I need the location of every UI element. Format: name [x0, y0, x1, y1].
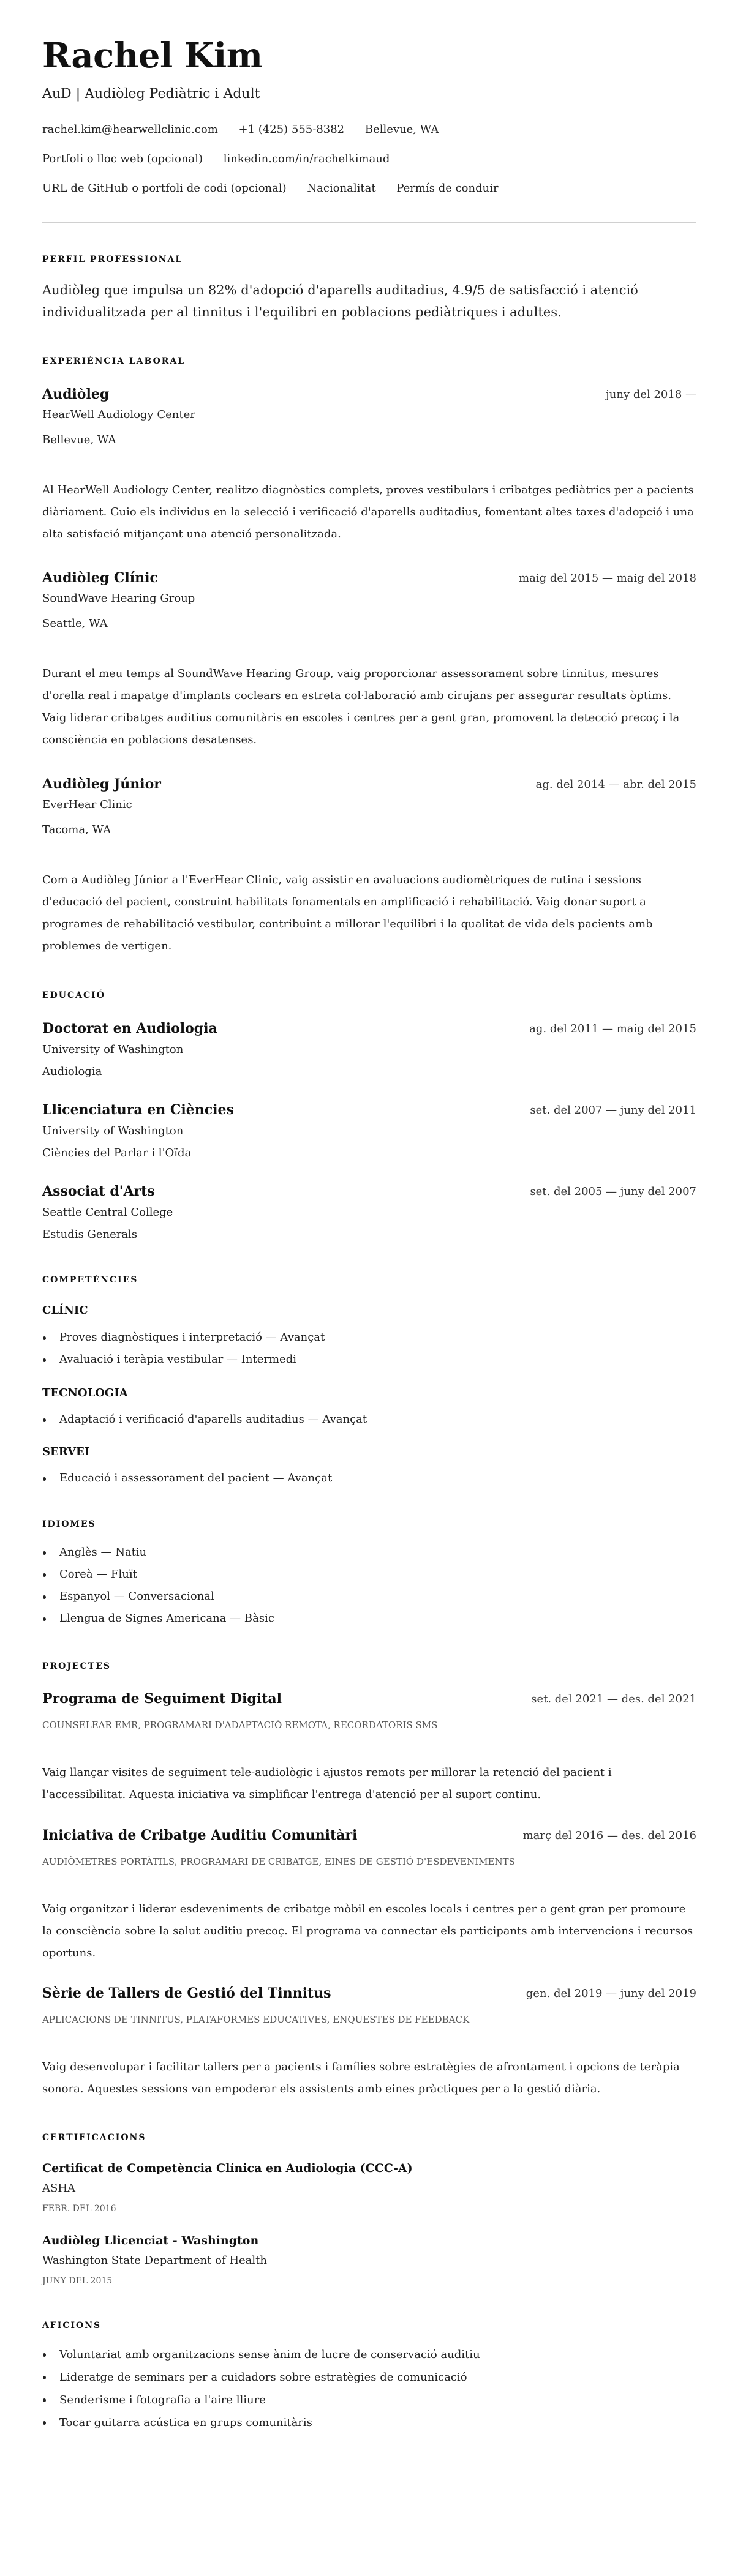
driving-license-text: Permís de conduir [396, 182, 499, 195]
project-description: Vaig organitzar i liderar esdeveniments de cribatge mòbil en escoles locals i centres per a gent gran per promoure la consciència sobre la salut auditiu precoç. El programa va connectar els participants amb intervencions i recursos oportuns. [42, 1903, 693, 1960]
certification-date: JUNY DEL 2015 [42, 2276, 113, 2286]
contact-row [42, 115, 696, 144]
company-name: EverHear Clinic [42, 798, 132, 811]
project-tech: APLICACIONS DE TINNITUS, PLATAFORMES EDUCATIVES, ENQUESTES DE FEEDBACK [42, 2014, 470, 2025]
project-description: Vaig llançar visites de seguiment tele-audiològic i ajustos remots per millorar la retenció del pacient i l'accessibilitat. Aquesta iniciativa va simplificar l'entrega d'atenció per al suport continu. [42, 1766, 612, 1801]
github-link[interactable]: URL de GitHub o portfoli de codi (opcional) [42, 182, 287, 195]
project-title: Iniciativa de Cribatge Auditiu Comunitàri [42, 1827, 358, 1843]
certification-item [42, 2231, 696, 2290]
hobby-item: Senderisme i fotografia a l'aire lliure [42, 2389, 696, 2411]
education-item [42, 1018, 696, 1083]
skill-list [42, 1467, 696, 1489]
field-of-study: Estudis Generals [42, 1228, 138, 1241]
job-location: Tacoma, WA [42, 823, 111, 836]
certification-name: Certificat de Competència Clínica en Audiologia (CCC-A) [42, 2162, 413, 2175]
linkedin-link[interactable]: linkedin.com/in/rachelkimaud [223, 152, 390, 165]
profile-summary: Audiòleg que impulsa un 82% d'adopció d'aparells auditadius, 4.9/5 de satisfacció i atenció individualitzada per al tinnitus i l'equilibri en poblacions pediàtriques i adultes. [42, 283, 638, 320]
section-title: CERTIFICACIONS [42, 2133, 146, 2143]
project-title: Sèrie de Tallers de Gestió del Tinnitus [42, 1985, 331, 2001]
section-title: EDUCACIÓ [42, 990, 105, 1000]
skill-group-title: TECNOLOGIA [42, 1387, 128, 1399]
job-location: Bellevue, WA [42, 433, 116, 446]
skill-item: Avaluació i teràpia vestibular — Intermedi [42, 1349, 696, 1371]
experience-item [42, 774, 696, 957]
certification-date: FEBR. DEL 2016 [42, 2204, 116, 2214]
section-title: PERFIL PROFESSIONAL [42, 255, 183, 264]
company-name: HearWell Audiology Center [42, 408, 195, 421]
education-dates: set. del 2005 — juny del 2007 [530, 1185, 696, 1198]
contact-row [42, 144, 696, 174]
skill-item: Educació i assessorament del pacient — Avançat [42, 1467, 696, 1489]
degree-title: Llicenciatura en Ciències [42, 1102, 234, 1118]
profile-section [42, 253, 696, 323]
job-location: Seattle, WA [42, 617, 108, 630]
certifications-section [42, 2132, 696, 2290]
experience-section [42, 355, 696, 957]
language-list [42, 1541, 696, 1630]
experience-item [42, 567, 696, 751]
job-title: Audiòleg Clínic [42, 570, 158, 586]
certification-issuer: Washington State Department of Health [42, 2254, 267, 2267]
skill-group-title: CLÍNIC [42, 1304, 88, 1317]
school-name: University of Washington [42, 1125, 184, 1137]
education-dates: ag. del 2011 — maig del 2015 [529, 1022, 696, 1035]
skill-list [42, 1327, 696, 1371]
section-title: PROJECTES [42, 1661, 111, 1671]
email-link[interactable]: rachel.kim@hearwellclinic.com [42, 123, 218, 136]
section-title: COMPETÈNCIES [42, 1275, 138, 1285]
project-description: Vaig desenvolupar i facilitar tallers per a pacients i famílies sobre estratègies de afrontament i opcions de teràpia sonora. Aquestes sessions van empoderar els assistents amb eines pràctiques per a la gestió diària. [42, 2061, 680, 2095]
certification-issuer: ASHA [42, 2182, 76, 2195]
project-title: Programa de Seguiment Digital [42, 1691, 282, 1707]
skill-list [42, 1409, 696, 1431]
candidate-title: AuD | Audiòleg Pediàtric i Adult [42, 86, 260, 102]
hobby-list [42, 2343, 696, 2434]
location-text: Bellevue, WA [364, 123, 439, 136]
project-dates: set. del 2021 — des. del 2021 [531, 1692, 696, 1705]
contact-row [42, 174, 696, 203]
project-item [42, 1983, 696, 2100]
skill-item: Proves diagnòstiques i interpretació — Avançat [42, 1327, 696, 1349]
school-name: University of Washington [42, 1043, 184, 1056]
education-item [42, 1181, 696, 1246]
skills-section [42, 1274, 696, 1489]
company-name: SoundWave Hearing Group [42, 592, 195, 605]
certification-name: Audiòleg Llicenciat - Washington [42, 2234, 259, 2247]
degree-title: Associat d'Arts [42, 1183, 155, 1199]
language-item: Coreà — Fluït [42, 1563, 696, 1586]
project-tech: COUNSELEAR EMR, PROGRAMARI D'ADAPTACIÓ REMOTA, RECORDATORIS SMS [42, 1720, 438, 1731]
project-item [42, 1825, 696, 1964]
hobby-item: Tocar guitarra acústica en grups comunitàris [42, 2411, 696, 2434]
job-title: Audiòleg [42, 386, 110, 402]
school-name: Seattle Central College [42, 1206, 173, 1219]
languages-section [42, 1518, 696, 1630]
job-dates: ag. del 2014 — abr. del 2015 [535, 777, 696, 791]
education-dates: set. del 2007 — juny del 2011 [530, 1103, 696, 1117]
language-item: Anglès — Natiu [42, 1541, 696, 1563]
job-title: Audiòleg Júnior [42, 776, 161, 792]
experience-item [42, 384, 696, 545]
skill-group-title: SERVEI [42, 1445, 90, 1458]
field-of-study: Audiologia [42, 1065, 102, 1078]
section-title: AFICIONS [42, 2321, 102, 2331]
education-section [42, 989, 696, 1246]
portfolio-link[interactable]: Portfoli o lloc web (opcional) [42, 152, 203, 165]
education-item [42, 1099, 696, 1164]
project-dates: març del 2016 — des. del 2016 [522, 1829, 696, 1842]
language-item: Espanyol — Conversacional [42, 1586, 696, 1608]
section-title: EXPERIÈNCIA LABORAL [42, 356, 186, 366]
hobby-item: Lideratge de seminars per a cuidadors sobre estratègies de comunicació [42, 2366, 696, 2389]
section-title: IDIOMES [42, 1519, 96, 1529]
phone-text: +1 (425) 555-8382 [238, 123, 345, 136]
project-dates: gen. del 2019 — juny del 2019 [526, 1986, 696, 2000]
candidate-name: Rachel Kim [42, 36, 263, 76]
nationality-text: Nacionalitat [307, 182, 376, 195]
skill-item: Adaptació i verificació d'aparells auditadius — Avançat [42, 1409, 696, 1431]
job-description: Com a Audiòleg Júnior a l'EverHear Clinic, vaig assistir en avaluacions audiomètriques de rutina i sessions d'educació del pacient, construint habilitats fonamentals en amplificació i rehabilitació. Vaig donar suport a programes de rehabilitació vestibular, contribuint a millorar l'equilibri i la qualitat de vida dels pacients amb problemes de vertigen. [42, 874, 653, 953]
resume-header [42, 36, 696, 223]
job-dates: juny del 2018 — [606, 388, 696, 401]
job-description: Al HearWell Audiology Center, realitzo diagnòstics complets, proves vestibulars i cribatges pediàtrics per a pacients diàriament. Guio els individus en la selecció i verificació d'aparells auditadius, fomentant altes taxes d'adopció i una alta satisfació mitjançant una atenció personalitzada. [42, 484, 694, 541]
degree-title: Doctorat en Audiologia [42, 1020, 217, 1036]
language-item: Llengua de Signes Americana — Bàsic [42, 1608, 696, 1630]
job-dates: maig del 2015 — maig del 2018 [519, 571, 696, 585]
project-item [42, 1688, 696, 1806]
field-of-study: Ciències del Parlar i l'Oïda [42, 1147, 192, 1159]
job-description: Durant el meu temps al SoundWave Hearing Group, vaig proporcionar assessorament sobre tinnitus, mesures d'orella real i mapatge d'implants coclears en estreta col·laboració amb cirujans per assegurar resultats òptims. Vaig liderar cribatges auditius comunitàris en escoles i centres per a gent gran, promovent la detecció precoç i la consciència en poblacions desatenses. [42, 667, 680, 746]
contact-info [42, 115, 696, 203]
header-divider [42, 222, 696, 223]
projects-section [42, 1660, 696, 2100]
hobby-item: Voluntariat amb organitzacions sense ànim de lucre de conservació auditiu [42, 2343, 696, 2366]
project-tech: AUDIÒMETRES PORTÀTILS, PROGRAMARI DE CRIBATGE, EINES DE GESTIÓ D'ESDEVENIMENTS [42, 1856, 515, 1867]
hobbies-section [42, 2320, 696, 2434]
resume [42, 36, 696, 2434]
certification-item [42, 2159, 696, 2218]
